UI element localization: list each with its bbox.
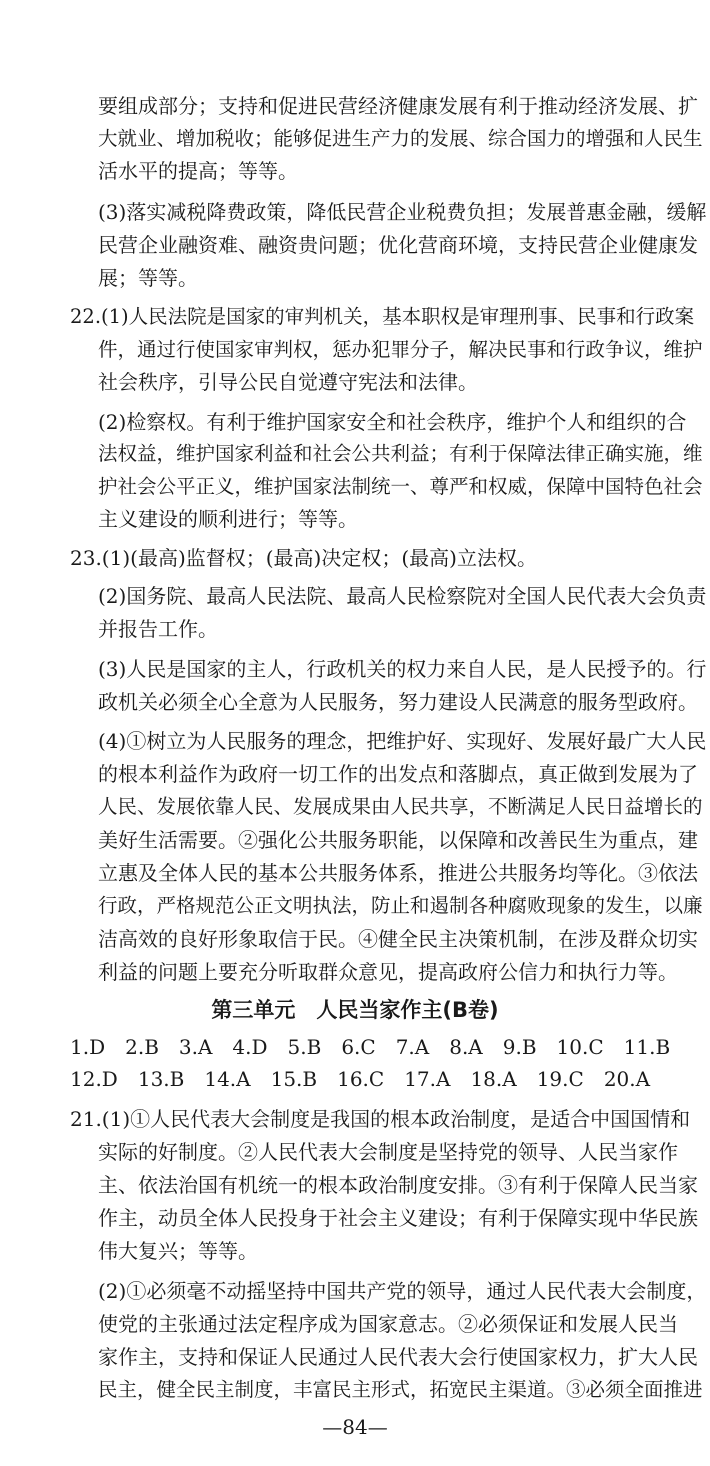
text-line: 的根本利益作为政府一切工作的出发点和落脚点，真正做到发展为了 [98, 762, 698, 786]
text-line: (2)①必须毫不动摇坚持中国共产党的领导，通过人民代表大会制度， [98, 1279, 707, 1303]
question-23-start: 23.(1)(最高)监督权；(最高)决定权；(最高)立法权。 [70, 546, 537, 570]
text-line: 立惠及全体人民的基本公共服务体系，推进公共服务均等化。③依法 [98, 861, 698, 885]
text-line: 民主，健全民主制度，丰富民主形式，拓宽民主渠道。③必须全面推进 [98, 1378, 703, 1401]
text-line: 利益的问题上要充分听取群众意见，提高政府公信力和执行力等。 [98, 960, 678, 984]
text-line: 护社会公平正义，维护国家法制统一、尊严和权威，保障中国特色社会 [98, 475, 703, 498]
text-line: 展；等等。 [98, 266, 198, 290]
text-line: 使党的主张通过法定程序成为国家意志。②必须保证和发展人民当 [98, 1312, 678, 1336]
text-line: 法权益，维护国家利益和社会公共利益；有利于保障法律正确实施，维 [98, 442, 703, 465]
text-line: 件，通过行使国家审判权，惩办犯罪分子，解决民事和行政争议，维护 [98, 338, 703, 361]
text-line: (2)国务院、最高人民法院、最高人民检察院对全国人民代表大会负责 [98, 584, 707, 608]
text-line: (3)人民是国家的主人，行政机关的权力来自人民，是人民授予的。行 [98, 657, 707, 681]
text-line: 实际的好制度。②人民代表大会制度是坚持党的领导、人民当家作 [98, 1140, 678, 1164]
text-line: 民营企业融资难、融资贵问题；优化营商环境，支持民营企业健康发 [98, 233, 698, 257]
text-line: 行政，严格规范公正文明执法，防止和遏制各种腐败现象的发生，以廉 [98, 894, 703, 917]
text-line: 活水平的提高；等等。 [98, 159, 298, 183]
text-line: 作主，动员全体人民投身于社会主义建设；有利于保障实现中华民族 [98, 1206, 698, 1230]
question-21-start: 21.(1)①人民代表大会制度是我国的根本政治制度，是适合中国国情和 [70, 1107, 691, 1131]
text-line: 人民、发展依靠人民、发展成果由人民共享，不断满足人民日益增长的 [98, 795, 703, 818]
text-line: 伟大复兴；等等。 [98, 1239, 258, 1263]
text-line: 社会秩序，引导公民自觉遵守宪法和法律。 [98, 370, 478, 394]
text-line: 并报告工作。 [98, 617, 218, 641]
question-22-start: 22.(1)人民法院是国家的审判机关，基本职权是审理刑事、民事和行政案 [70, 305, 695, 328]
text-line: 家作主，支持和保证人民通过人民代表大会行使国家权力，扩大人民 [98, 1345, 698, 1369]
text-line: 洁高效的良好形象取信于民。④健全民主决策机制，在涉及群众切实 [98, 927, 698, 951]
answer-key-row: 1.D 2.B 3.A 4.D 5.B 6.C 7.A 8.A 9.B 10.C 11.B [70, 1035, 671, 1059]
page-number: —84— [322, 1415, 388, 1439]
text-line: (2)检察权。有利于维护国家安全和社会秩序，维护个人和组织的合 [98, 410, 687, 434]
text-line: 大就业、增加税收；能够促进生产力的发展、综合国力的增强和人民生 [98, 127, 703, 150]
text-line: (4)①树立为人民服务的理念，把维护好、实现好、发展好最广大人民 [98, 729, 707, 753]
text-line: 要组成部分；支持和促进民营经济健康发展有利于推动经济发展、扩 [98, 94, 698, 118]
text-line: 主义建设的顺利进行；等等。 [98, 507, 358, 531]
answer-key-row: 12.D 13.B 14.A 15.B 16.C 17.A 18.A 19.C 20.A [70, 1067, 651, 1091]
text-line: 主、依法治国有机统一的根本政治制度安排。③有利于保障人民当家 [98, 1173, 698, 1197]
section-title: 第三单元 人民当家作主(B卷) [211, 998, 499, 1022]
text-line: (3)落实减税降费政策，降低民营企业税费负担；发展普惠金融，缓解 [98, 200, 707, 224]
text-line: 政机关必须全心全意为人民服务，努力建设人民满意的服务型政府。 [98, 690, 698, 714]
text-line: 美好生活需要。②强化公共服务职能，以保障和改善民生为重点，建 [98, 828, 698, 852]
